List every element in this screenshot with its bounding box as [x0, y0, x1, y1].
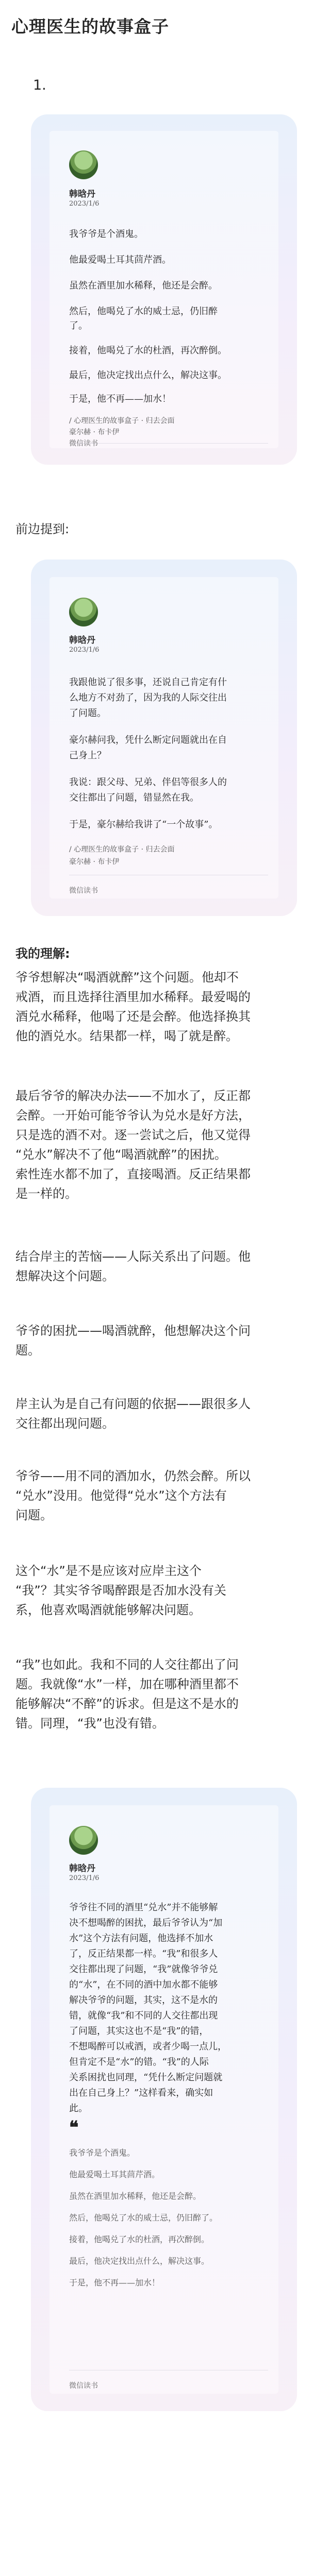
quote-line: 豪尔赫问我，凭什么断定问题就出在自	[69, 735, 227, 745]
quote-card-inner	[50, 1805, 278, 2394]
text-line: “我”也如此。我和不同的人交往都出了问	[15, 1657, 239, 1672]
text-line: 酒兑水稀释，他喝了还是会醉。他选择换其	[15, 1009, 251, 1024]
author-name: 韩晗丹	[69, 635, 95, 646]
source-author: 豪尔赫 · 布卡伊	[69, 428, 120, 436]
quoted-line: 最后，他决定找出点什么，解决这事。	[69, 2256, 210, 2266]
note-line: 但肯定不是“水”的错。“我”的人际	[69, 2057, 209, 2067]
quote-card-2	[31, 560, 297, 916]
paragraph	[15, 1655, 317, 1733]
text-line: 爷爷——用不同的酒加水，仍然会醉。所以	[15, 1469, 251, 1483]
quote-line: 我说：跟父母、兄弟、伴侣等很多人的	[69, 777, 227, 788]
text-line: 问题。	[15, 1508, 53, 1522]
paragraph	[15, 1086, 317, 1204]
avatar	[69, 598, 98, 626]
text-line: 是一样的。	[15, 1187, 77, 1201]
post-date: 2023/1/6	[69, 646, 100, 654]
quote-line: 了。	[69, 320, 88, 331]
text-line: 最后爷爷的解决办法——不加水了，反正都	[15, 1089, 251, 1103]
text-line: 系，他喜欢喝酒就能够解决问题。	[15, 1603, 201, 1617]
quote-line: 我爷爷是个酒鬼。	[69, 229, 143, 240]
text-line: 只是选的酒不对。逐一尝试之后，他又觉得	[15, 1128, 251, 1142]
paragraph	[15, 1561, 317, 1620]
quote-line: 了问题。	[69, 708, 106, 719]
note-line: 错，就像“我”和不同的人交往都出现	[69, 2010, 218, 2021]
quote-line: 他最爱喝土耳其茴芹酒。	[69, 255, 171, 265]
avatar	[69, 150, 98, 179]
text-line: 结合岸主的苦恼——人际关系出了问题。他	[15, 1249, 251, 1264]
quote-line: 交往都出了问题，错显然在我。	[69, 792, 199, 803]
text-line: “我”？其实爷爷喝醉跟是否加水没有关	[15, 1583, 226, 1598]
text-line: 能够解决“不醉”的诉求。但是这不是水的	[15, 1697, 239, 1711]
quote-mark-icon: ❝	[69, 2117, 79, 2138]
text-line: “兑水”没用。他觉得“兑水”这个方法有	[15, 1488, 227, 1503]
source-line: / 心理医生的故事盒子 · 归去会面	[69, 845, 175, 854]
quote-line: 于是，他不再——加水！	[69, 394, 171, 404]
text-line: 索性连水都不加了，直接喝酒。反正结果都	[15, 1167, 251, 1181]
quoted-line: 于是，他不再——加水！	[69, 2278, 160, 2287]
note-line: 水”这个方法有问题，他选择不加水	[69, 1933, 213, 1944]
section-number: 1.	[33, 77, 46, 93]
quote-card-1	[31, 114, 297, 465]
note-line: 解决爷爷的问题，其实，这不是水的	[69, 1995, 218, 2006]
paragraph	[15, 1247, 317, 1286]
quote-line: 么地方不对劲了，因为我的人际交往出	[69, 692, 227, 703]
quote-line: 我跟他说了很多事，还说自己肯定有什	[69, 677, 227, 688]
note-line: 的“水”，在不同的酒中加水都不能够	[69, 1979, 218, 1990]
source-author: 豪尔赫 · 布卡伊	[69, 858, 120, 866]
quote-card-3	[31, 1788, 297, 2411]
text-line: 想解决这个问题。	[15, 1269, 114, 1283]
quote-card-inner	[50, 577, 278, 899]
paragraph	[15, 968, 317, 1046]
quoted-line: 虽然在酒里加水稀释，他还是会醉。	[69, 2191, 202, 2201]
note-line: 爷爷往不同的酒里“兑水”并不能够解	[69, 1902, 218, 1913]
quote-line: 虽然在酒里加水稀释，他还是会醉。	[69, 280, 218, 291]
card-footer: 微信读书	[69, 439, 98, 448]
page-title: 心理医生的故事盒子	[11, 16, 169, 37]
quoted-line: 他最爱喝土耳其茴芹酒。	[69, 2170, 160, 2179]
note-line: 交往都出现了问题，“我”就像爷爷兑	[69, 1964, 218, 1975]
text-line: 题。我就像“水”一样，加在哪种酒里都不	[15, 1677, 239, 1691]
note-line: 决不想喝醉的困扰，最后爷爷认为“加	[69, 1918, 223, 1928]
quote-line: 接着，他喝兑了水的杜酒，再次醉倒。	[69, 345, 227, 356]
paragraph	[15, 1466, 317, 1525]
text-line: 岸主认为是自己有问题的依据——跟很多人	[15, 1397, 251, 1411]
author-name: 韩晗丹	[69, 1863, 95, 1874]
card-footer: 微信读书	[69, 2382, 98, 2390]
text-line: 他的酒兑水。结果都一样，喝了就是醉。	[15, 1029, 238, 1043]
author-name: 韩晗丹	[69, 189, 95, 199]
note-line: 不想喝醉可以戒酒，或者少喝一点儿，	[69, 2041, 227, 2052]
quoted-line: 然后，他喝兑了水的威士忌，仍旧醉了。	[69, 2213, 218, 2223]
text-line: 这个“水”是不是应该对应岸主这个	[15, 1564, 202, 1578]
mid-text: 前边提到:	[15, 522, 70, 536]
quote-line: 于是，豪尔赫给我讲了“一个故事”。	[69, 819, 218, 830]
quoted-line: 我爷爷是个酒鬼。	[69, 2148, 136, 2158]
post-date: 2023/1/6	[69, 200, 100, 208]
divider	[69, 443, 268, 444]
paragraph	[15, 1394, 317, 1433]
source-line: / 心理医生的故事盒子 · 归去会面	[69, 417, 175, 425]
card-footer: 微信读书	[69, 887, 98, 895]
quote-line: 最后，他决定找出点什么，解决这事。	[69, 370, 227, 381]
quote-card-inner	[50, 131, 278, 448]
note-line: 关系困扰也同理，“凭什么断定问题就	[69, 2072, 223, 2083]
avatar	[69, 1826, 98, 1855]
note-line: 了，反正结果都一样。“我”和很多人	[69, 1948, 218, 1959]
post-date: 2023/1/6	[69, 1874, 100, 1882]
quoted-line: 接着，他喝兑了水的杜酒，再次醉倒。	[69, 2234, 210, 2244]
quote-line: 然后，他喝兑了水的威士忌，仍旧醉	[69, 306, 218, 317]
analysis-heading: 我的理解:	[15, 946, 70, 961]
note-line: 了问题，其实这也不是“我”的错，	[69, 2026, 209, 2037]
text-line: 爷爷想解决“喝酒就醉”这个问题。他却不	[15, 970, 239, 985]
paragraph	[15, 1321, 317, 1360]
text-line: “兑水”解决不了他“喝酒就醉”的困扰。	[15, 1147, 227, 1162]
text-line: 戒酒，而且选择往酒里加水稀释。最爱喝的	[15, 990, 251, 1004]
text-line: 会醉。一开始可能爷爷认为兑水是好方法，	[15, 1108, 251, 1123]
note-line: 此。	[69, 2103, 88, 2114]
text-line: 交往都出现问题。	[15, 1416, 114, 1431]
text-line: 爷爷的困扰——喝酒就醉，他想解决这个问	[15, 1324, 251, 1338]
quote-line: 己身上？	[69, 750, 106, 761]
text-line: 题。	[15, 1343, 40, 1358]
note-line: 出在自己身上？”这样看来，确实如	[69, 2088, 213, 2098]
text-line: 错。同理，“我”也没有错。	[15, 1716, 164, 1731]
